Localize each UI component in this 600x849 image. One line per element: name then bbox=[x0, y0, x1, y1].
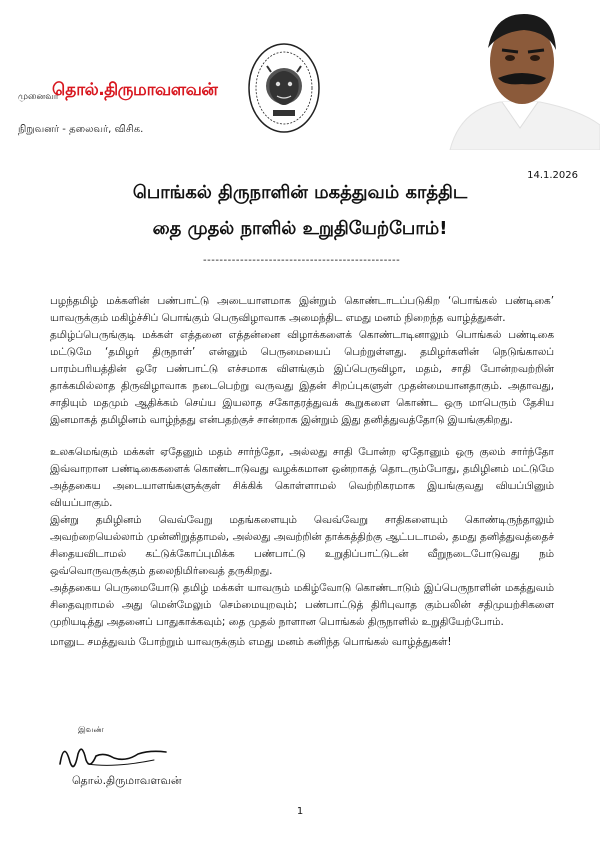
page-number: 1 bbox=[296, 806, 304, 817]
title-line-1: பொங்கல் திருநாளின் மகத்துவம் காத்திட bbox=[132, 182, 468, 203]
header-name: தொல்.திருமாவளவன் bbox=[52, 80, 218, 100]
paragraph-6: மானுட சமத்துவம் போற்றும் யாவருக்கும் எமது மனம் கனிந்த பொங்கல் வாழ்த்துகள்! bbox=[50, 636, 452, 648]
separator-line: ------------------------------------------------ bbox=[203, 255, 401, 266]
signature-name: தொல்.திருமாவளவன் bbox=[72, 774, 182, 787]
title-line-2: தை முதல் நாளில் உறுதியேற்போம்! bbox=[152, 218, 448, 239]
paragraph-1: பழந்தமிழ் மக்களின் பண்பாட்டு அடையாளமாக இன்றும் கொண்டாடப்படுகிற ‘பொங்கல் பண்டிகை’ யாவருக்கும் மகிழ்ச்சிப் பொங்கும் பெருவிழாவாக அமைந்திட எமது மனம் நிறைந்த வாழ்த்துகள். bbox=[50, 295, 554, 324]
leader-photo bbox=[440, 0, 600, 150]
paragraph-2: தமிழ்ப்பெருங்குடி மக்கள் எத்தனை எத்தன்னை விழாக்களைக் கொண்டாடினாலும் பொங்கல் பண்டிகை மட்டுமே ‘தமிழர் திருநாள்’ என்னும் பெருமையைப் பெற்றுள்ளது. தமிழர்களின் நெடுங்காலப் பாரம்பரியத்தின் ஒரே பண்பாட்டு எச்சமாக விளங்கும் இப்பெருவிழா, மதம், சாதி போன்றவற்றின் தாக்கமில்லாத திருவிழாவாக நடைபெற்று வருவது இதன் சிறப்புகளுள் முதன்மையானதாகும். அதாவது, சாதியும் மதமும் ஆதிக்கம் செய்ய இயலாத சகோதரத்துவக் கூறுகளை கொண்ட ஒரு மாபெரும் தேசிய இனமாகத் தமிழினம் வாழ்ந்தது என்பதற்குச் சான்றாக இன்றும் இது தனித்துவத்தோடு இயங்குகிறது. bbox=[50, 329, 554, 426]
paragraph-5: அத்தகைய பெருமையோடு தமிழ் மக்கள் யாவரும் மகிழ்வோடு கொண்டாடும் இப்பெருநாளின் மகத்துவம் சிதைவுறாமல் அது மென்மேலும் செம்மையுறவும்; பண்பாட்டுத் திரிபுவாத கும்பலின் சதிமுயற்சிகளை முறியடித்து அதனைப் பாதுகாக்கவும்; தை முதல் நாளான பொங்கல் திருநாளில் உறுதியேற்போம். bbox=[50, 582, 554, 628]
handwritten-signature bbox=[54, 734, 174, 776]
signature-label: இவண் bbox=[78, 725, 104, 734]
paragraph-3: உலகமெங்கும் மக்கள் ஏதேனும் மதம் சார்ந்தோ, அல்லது சாதி போன்ற ஏதோனும் ஒரு குலம் சார்ந்தோ இவ்வாறான பண்டிகைகளைக் கொண்டாடுவது வழக்கமான ஒன்றாகத் தொடரும்போது, தமிழினம் மட்டுமே அத்தகைய அடையாளங்களுக்குள் சிக்கிக் கொள்ளாமல் வெற்றிகரமாக இயங்குவது வியப்பினும் வியப்பாகும். bbox=[50, 446, 554, 509]
party-seal-logo bbox=[247, 42, 321, 134]
header-role: நிறுவனர் - தலைவர், விசிக. bbox=[18, 124, 144, 135]
header-prefix: முனைவர் bbox=[18, 92, 59, 102]
letter-date: 14.1.2026 bbox=[527, 170, 578, 181]
paragraph-4: இன்று தமிழினம் வெவ்வேறு மதங்களையும் வெவ்வேறு சாதிகளையும் கொண்டிருந்தாலும் அவற்றையெல்லாம் முன்னிறுத்தாமல், அல்லது அவற்றின் தாக்கத்திற்கு ஆட்படாமல், தமது தனித்துவத்தைச் சிதையவிடாமல் கட்டுக்கோப்புமிக்க பண்பாட்டு உறுதிப்பாட்டுடன் வீறுநடைபோடுவது நம் ஒவ்வொருவருக்கும் தலைநிமிர்வைத் தருகிறது. bbox=[50, 514, 554, 577]
